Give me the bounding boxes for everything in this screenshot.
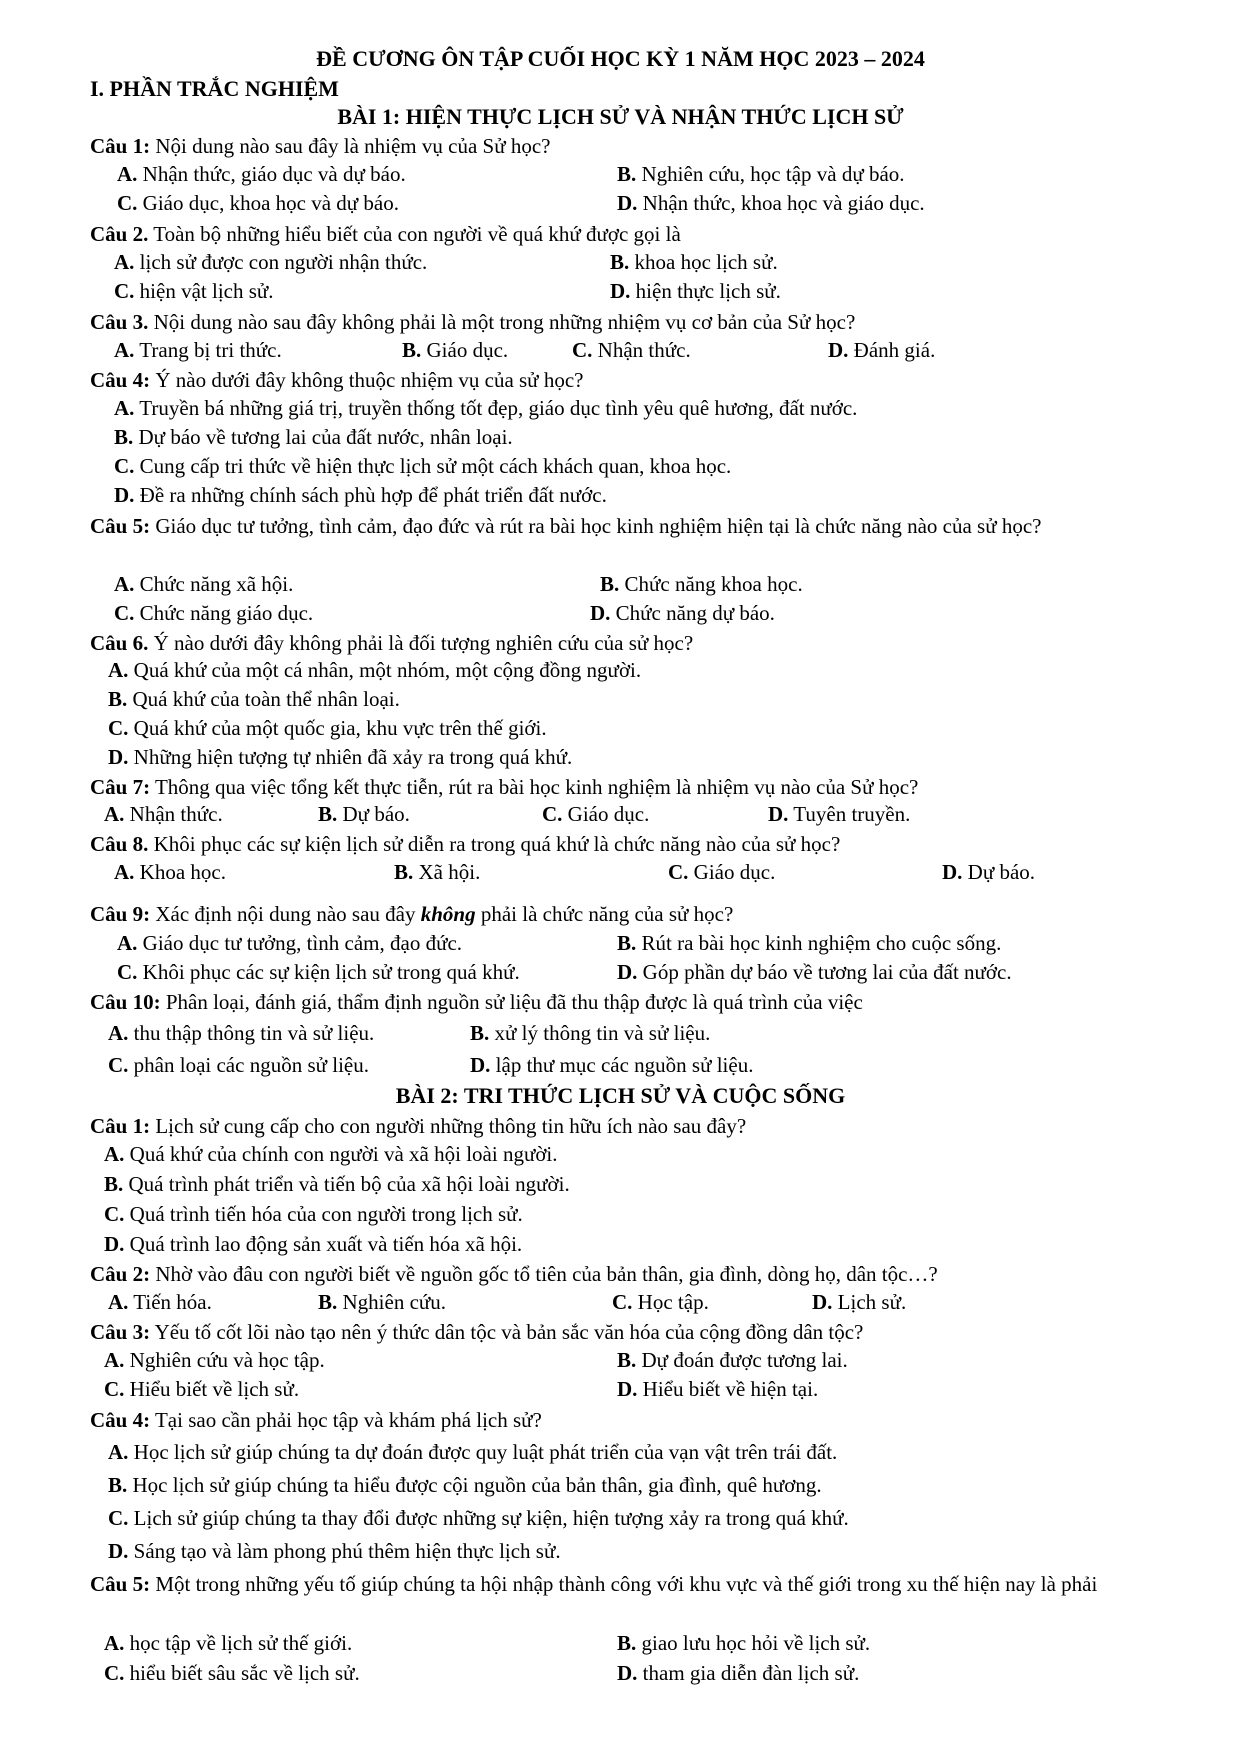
- option-c: C. Khôi phục các sự kiện lịch sử trong quá khứ.: [117, 960, 520, 984]
- option-c: C. Giáo dục.: [542, 802, 650, 826]
- option-d: D. Đánh giá.: [828, 338, 936, 362]
- option-b: B. Nghiên cứu, học tập và dự báo.: [617, 162, 905, 186]
- option-b: B. khoa học lịch sử.: [610, 250, 778, 274]
- question-text: Một trong những yếu tố giúp chúng ta hội nhập thành công với khu vực và thế giới trong xu thế hiện nay là phải: [150, 1572, 1098, 1596]
- option-b: B. Quá trình phát triển và tiến bộ của xã hội loài người.: [104, 1172, 570, 1196]
- question: [90, 132, 1165, 161]
- option-d: D. lập thư mục các nguồn sử liệu.: [470, 1053, 754, 1077]
- question-text: Ý nào dưới đây không thuộc nhiệm vụ của sử học?: [150, 368, 584, 392]
- option-d: D. Đề ra những chính sách phù hợp để phát triển đất nước.: [114, 483, 607, 507]
- question-text: Phân loại, đánh giá, thẩm định nguồn sử liệu đã thu thập được là quá trình của việc: [160, 990, 863, 1014]
- question: [90, 1570, 1165, 1599]
- question-text: Giáo dục tư tưởng, tình cảm, đạo đức và rút ra bài học kinh nghiệm hiện tại là chức năng nào của sử học?: [150, 514, 1042, 538]
- option-b: B. Nghiên cứu.: [318, 1290, 447, 1314]
- option-d: D. hiện thực lịch sử.: [610, 279, 781, 303]
- option-d: D. tham gia diễn đàn lịch sử.: [617, 1661, 860, 1685]
- option-a: A. Truyền bá những giá trị, truyền thống tốt đẹp, giáo dục tình yêu quê hương, đất nước.: [114, 396, 858, 420]
- question-label: Câu 3:: [90, 1320, 151, 1344]
- option-d: D. Dự báo.: [942, 860, 1036, 884]
- question: [90, 629, 1165, 658]
- option-b: B. Dự báo về tương lai của đất nước, nhân loại.: [114, 425, 513, 449]
- question: [90, 1318, 1165, 1347]
- question-label: Câu 2.: [90, 222, 149, 246]
- option-c: C. Quá khứ của một quốc gia, khu vực trên thế giới.: [108, 716, 547, 740]
- option-a: A. Khoa học.: [114, 860, 226, 884]
- question-label: Câu 4:: [90, 368, 151, 392]
- question-text: Ý nào dưới đây không phải là đối tượng nghiên cứu của sử học?: [148, 631, 694, 655]
- lesson-2-title: BÀI 2: TRI THỨC LỊCH SỬ VÀ CUỘC SỐNG: [395, 1083, 846, 1108]
- option-b: B. xử lý thông tin và sử liệu.: [470, 1021, 711, 1045]
- option-a: A. Tiến hóa.: [108, 1290, 212, 1314]
- emphasis-text: không: [420, 902, 476, 926]
- option-b: B. Xã hội.: [394, 860, 481, 884]
- option-d: D. Những hiện tượng tự nhiên đã xảy ra trong quá khứ.: [108, 745, 573, 769]
- question-label: Câu 8.: [90, 832, 149, 856]
- question-text: Lịch sử cung cấp cho con người những thông tin hữu ích nào sau đây?: [150, 1114, 747, 1138]
- option-a: A. Nhận thức, giáo dục và dự báo.: [117, 162, 406, 186]
- option-c: C. Cung cấp tri thức về hiện thực lịch sử một cách khách quan, khoa học.: [114, 454, 732, 478]
- option-b: B. giao lưu học hỏi về lịch sử.: [617, 1631, 871, 1655]
- option-a: A. thu thập thông tin và sử liệu.: [108, 1021, 375, 1045]
- option-d: D. Hiểu biết về hiện tại.: [617, 1377, 819, 1401]
- question: Câu 9: Xác định nội dung nào sau đây không phải là chức năng của sử học?: [90, 902, 734, 926]
- question: [90, 988, 1165, 1017]
- section-title: I. PHẦN TRẮC NGHIỆM: [90, 76, 339, 101]
- option-c: C. Lịch sử giúp chúng ta thay đổi được những sự kiện, hiện tượng xảy ra trong quá khứ.: [108, 1506, 849, 1530]
- question-text: Yếu tố cốt lõi nào tạo nên ý thức dân tộc và bản sắc văn hóa của cộng đồng dân tộc?: [150, 1320, 864, 1344]
- question-label: Câu 6.: [90, 631, 149, 655]
- option-b: B. Học lịch sử giúp chúng ta hiểu được cội nguồn của bản thân, gia đình, quê hương.: [108, 1473, 822, 1497]
- question-text: Toàn bộ những hiểu biết của con người về quá khứ được gọi là: [148, 222, 681, 246]
- question-text: Tại sao cần phải học tập và khám phá lịch sử?: [150, 1408, 542, 1432]
- option-b: B. Dự đoán được tương lai.: [617, 1348, 848, 1372]
- option-c: C. Quá trình tiến hóa của con người trong lịch sử.: [104, 1202, 523, 1226]
- question: [90, 366, 1165, 395]
- question: [90, 1260, 1165, 1289]
- option-b: B. Chức năng khoa học.: [600, 572, 803, 596]
- question-label: Câu 2:: [90, 1262, 151, 1286]
- option-a: A. Chức năng xã hội.: [114, 572, 294, 596]
- question-text: Nhờ vào đâu con người biết về nguồn gốc tổ tiên của bản thân, gia đình, dòng họ, dân tộc…?: [150, 1262, 938, 1286]
- question-label: Câu 7:: [90, 775, 151, 799]
- question: [90, 830, 1165, 859]
- question-label: Câu 1:: [90, 1114, 151, 1138]
- question-label: Câu 5:: [90, 1572, 151, 1596]
- option-c: C. Nhận thức.: [572, 338, 691, 362]
- option-a: A. Quá khứ của chính con người và xã hội loài người.: [104, 1142, 558, 1166]
- option-b: B. Dự báo.: [318, 802, 410, 826]
- option-d: D. Chức năng dự báo.: [590, 601, 775, 625]
- question: [90, 220, 1165, 249]
- question-text: Nội dung nào sau đây không phải là một trong những nhiệm vụ cơ bản của Sử học?: [148, 310, 856, 334]
- question-text: Nội dung nào sau đây là nhiệm vụ của Sử học?: [150, 134, 551, 158]
- question-label: Câu 3.: [90, 310, 149, 334]
- document-title: ĐỀ CƯƠNG ÔN TẬP CUỐI HỌC KỲ 1 NĂM HỌC 2023 – 2024: [316, 46, 925, 71]
- option-d: D. Lịch sử.: [812, 1290, 907, 1314]
- question: [90, 1112, 1165, 1141]
- option-d: D. Sáng tạo và làm phong phú thêm hiện thực lịch sử.: [108, 1539, 561, 1563]
- option-b: B. Quá khứ của toàn thể nhân loại.: [108, 687, 400, 711]
- question-label: Câu 9:: [90, 902, 151, 926]
- question: [90, 512, 1165, 541]
- option-a: A. Nhận thức.: [104, 802, 223, 826]
- option-b: B. Rút ra bài học kinh nghiệm cho cuộc sống.: [617, 931, 1002, 955]
- question: [90, 1406, 1165, 1435]
- question-label: Câu 4:: [90, 1408, 151, 1432]
- question: [90, 773, 1165, 802]
- option-a: A. Trang bị tri thức.: [114, 338, 282, 362]
- question: [90, 308, 1165, 337]
- option-a: A. Nghiên cứu và học tập.: [104, 1348, 325, 1372]
- option-d: D. Góp phần dự báo về tương lai của đất nước.: [617, 960, 1012, 984]
- option-d: D. Tuyên truyền.: [768, 802, 911, 826]
- option-b: B. Giáo dục.: [402, 338, 509, 362]
- option-a: A. Học lịch sử giúp chúng ta dự đoán được quy luật phát triển của vạn vật trên trái đất.: [108, 1440, 838, 1464]
- option-c: C. Giáo dục.: [668, 860, 776, 884]
- option-d: D. Quá trình lao động sản xuất và tiến hóa xã hội.: [104, 1232, 523, 1256]
- option-c: C. phân loại các nguồn sử liệu.: [108, 1053, 369, 1077]
- option-c: C. Chức năng giáo dục.: [114, 601, 314, 625]
- option-d: D. Nhận thức, khoa học và giáo dục.: [617, 191, 925, 215]
- lesson-1-title: BÀI 1: HIỆN THỰC LỊCH SỬ VÀ NHẬN THỨC LỊCH SỬ: [337, 104, 904, 129]
- option-c: C. Học tập.: [612, 1290, 709, 1314]
- option-c: C. Giáo dục, khoa học và dự báo.: [117, 191, 399, 215]
- option-a: A. Quá khứ của một cá nhân, một nhóm, một cộng đồng người.: [108, 658, 642, 682]
- question-label: Câu 1:: [90, 134, 151, 158]
- question-text: Khôi phục các sự kiện lịch sử diễn ra trong quá khứ là chức năng nào của sử học?: [148, 832, 841, 856]
- question-label: Câu 10:: [90, 990, 161, 1014]
- question-label: Câu 5:: [90, 514, 151, 538]
- option-a: A. lịch sử được con người nhận thức.: [114, 250, 428, 274]
- option-a: A. Giáo dục tư tưởng, tình cảm, đạo đức.: [117, 931, 463, 955]
- option-c: C. Hiểu biết về lịch sử.: [104, 1377, 300, 1401]
- question-text: Thông qua việc tổng kết thực tiễn, rút ra bài học kinh nghiệm là nhiệm vụ nào của Sử học?: [150, 775, 919, 799]
- option-a: A. học tập về lịch sử thế giới.: [104, 1631, 353, 1655]
- option-c: C. hiểu biết sâu sắc về lịch sử.: [104, 1661, 360, 1685]
- option-c: C. hiện vật lịch sử.: [114, 279, 274, 303]
